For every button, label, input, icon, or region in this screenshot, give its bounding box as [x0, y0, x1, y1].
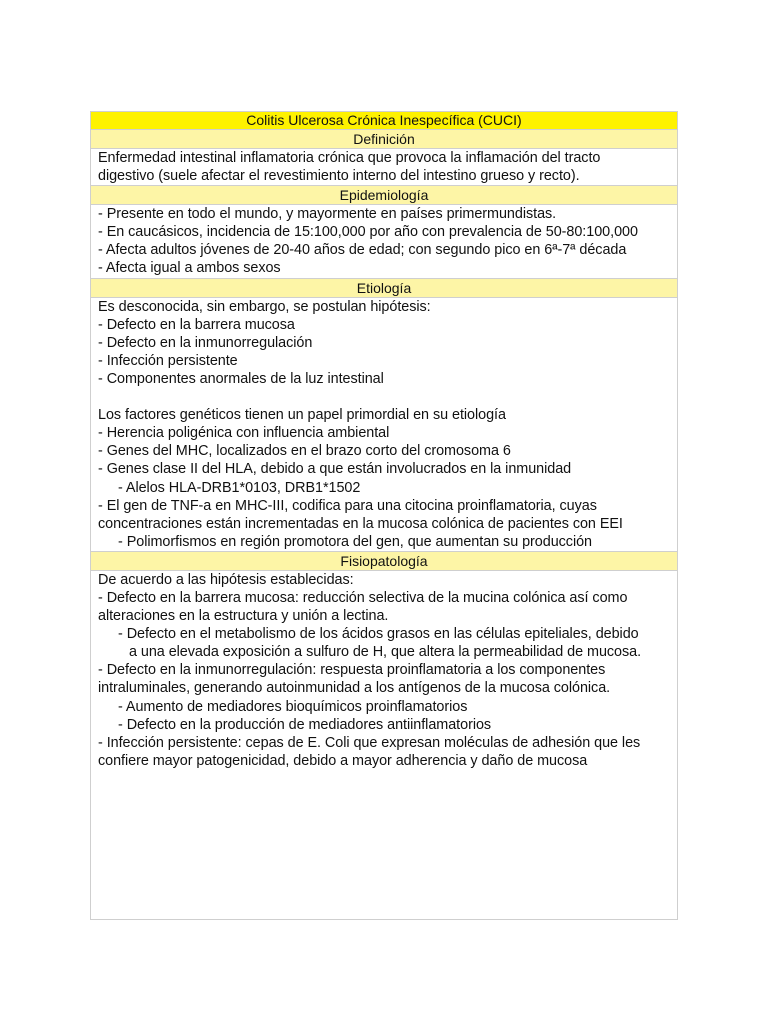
text-line: Enfermedad intestinal inflamatoria crónica que provoca la inflamación del tracto: [98, 150, 601, 166]
section-body-epidemiologia: [91, 205, 677, 278]
section-header-fisiopatologia: Fisiopatología: [91, 552, 677, 571]
section-body-definicion: [91, 149, 677, 186]
text-line: digestivo (suele afectar el revestimiento interno del intestino grueso y recto).: [98, 168, 580, 185]
text-line: - Componentes anormales de la luz intestinal: [98, 370, 384, 387]
text-line: - Defecto en la inmunorregulación: [98, 334, 313, 351]
text-line: - Afecta igual a ambos sexos: [98, 260, 281, 277]
text-line-indented: - Polimorfismos en región promotora del gen, que aumentan su producción: [118, 533, 593, 550]
document-table: [90, 111, 678, 920]
text-line: - Herencia poligénica con influencia ambiental: [98, 425, 390, 442]
text-line: - Presente en todo el mundo, y mayormente en países primermundistas.: [98, 206, 557, 223]
text-line: confiere mayor patogenicidad, debido a mayor adherencia y daño de mucosa: [98, 752, 588, 769]
section-header-etiologia: Etiología: [91, 279, 677, 298]
text-line: Es desconocida, sin embargo, se postulan hipótesis:: [98, 298, 431, 315]
text-line: - En caucásicos, incidencia de 15:100,000 por año con prevalencia de 50-80:100,000: [98, 224, 638, 241]
text-line: - Afecta adultos jóvenes de 20-40 años de edad; con segundo pico en 6ª-7ª década: [98, 242, 627, 259]
section-header-epidemiologia: Epidemiología: [91, 186, 677, 205]
section-header-definicion: Definición: [91, 130, 677, 149]
text-line: De acuerdo a las hipótesis establecidas:: [98, 571, 354, 588]
text-line-indented: - Aumento de mediadores bioquímicos proinflamatorios: [118, 698, 468, 715]
text-line: - Defecto en la inmunorregulación: respuesta proinflamatoria a los componentes: [98, 662, 606, 679]
document-title: Colitis Ulcerosa Crónica Inespecífica (CUCI): [91, 112, 677, 130]
text-line: - Genes del MHC, localizados en el brazo corto del cromosoma 6: [98, 443, 511, 460]
text-line-indented: - Defecto en la producción de mediadores antiinflamatorios: [118, 716, 492, 733]
text-line: alteraciones en la estructura y unión a lectina.: [98, 608, 389, 625]
section-body-etiologia: [91, 298, 677, 552]
text-line: Los factores genéticos tienen un papel primordial en su etiología: [98, 407, 506, 424]
blank-line: [98, 388, 677, 406]
text-line: - Infección persistente: cepas de E. Coli que expresan moléculas de adhesión que les: [98, 734, 641, 751]
text-line: - Infección persistente: [98, 352, 238, 369]
text-line: - Genes clase II del HLA, debido a que están involucrados en la inmunidad: [98, 461, 572, 478]
text-line-indented: - Alelos HLA-DRB1*0103, DRB1*1502: [118, 479, 361, 496]
text-line-indented: a una elevada exposición a sulfuro de H, que altera la permeabilidad de mucosa.: [129, 644, 642, 661]
text-line: - Defecto en la barrera mucosa: [98, 316, 295, 333]
text-line-indented: - Defecto en el metabolismo de los ácidos grasos en las células epiteliales, debido: [118, 626, 639, 643]
section-body-fisiopatologia: [91, 571, 677, 770]
text-line: intraluminales, generando autoinmunidad a los antígenos de la mucosa colónica.: [98, 680, 611, 697]
text-line: - El gen de TNF-a en MHC-III, codifica para una citocina proinflamatoria, cuyas: [98, 497, 597, 514]
text-line: concentraciones están incrementadas en la mucosa colónica de pacientes con EEI: [98, 515, 623, 532]
text-line: - Defecto en la barrera mucosa: reducción selectiva de la mucina colónica así como: [98, 589, 628, 606]
